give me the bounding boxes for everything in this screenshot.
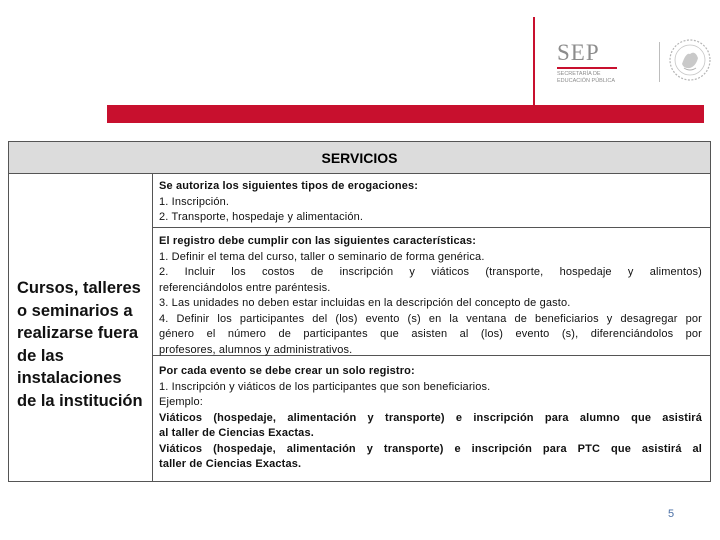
section2-item-2a: 2. Incluir los costos de inscripción y viáticos (transporte, hospedaje y alimentos) [159,266,702,278]
example-1b: al taller de Ciencias Exactas. [159,427,314,439]
section1-heading: Se autoriza los siguientes tipos de erogaciones: [159,180,419,192]
sep-logo-subtitle-1: SECRETARÍA DE [557,71,601,77]
services-table [8,141,711,482]
section2-item-3: 3. Las unidades no deben estar incluidas en la descripción del concepto de gasto. [159,297,571,309]
sep-logo [557,42,652,85]
section2-item-4b: género el número de participantes que asisten al (los) evento (s), diferenciándolos por [159,328,702,340]
example-1a: Viáticos (hospedaje, alimentación y transporte) e inscripción para alumno que asistirá [159,411,702,424]
section2-item-4a: 4. Definir los participantes del (los) evento (s) en la ventana de beneficiarios y desagregar por [159,312,702,325]
requirements-cell [153,228,710,356]
national-seal-icon [668,38,712,82]
authorized-expenses-cell [153,174,710,228]
table-title: SERVICIOS [321,150,398,166]
section3-heading: Por cada evento se debe crear un solo registro: [159,365,415,377]
section2-item-2b: referenciándolos entre paréntesis. [159,281,331,294]
category-label: Cursos, talleres o seminarios a realizarse fuera de las instalaciones de la institución [17,279,143,410]
sep-logo-subtitle-2: EDUCACIÓN PÚBLICA [557,78,616,84]
header-red-bar [107,105,704,123]
section2-item-1: 1. Definir el tema del curso, taller o seminario de forma genérica. [159,250,485,263]
category-cell [9,174,153,481]
sep-logo-rule [557,67,617,69]
page-number: 5 [668,508,675,520]
example-2b: taller de Ciencias Exactas. [159,458,302,470]
section3-item-1: 1. Inscripción y viáticos de los participantes que son beneficiarios. [159,380,491,393]
sep-logo-text: SEP [557,40,600,65]
example-label: Ejemplo: [159,396,203,408]
section2-item-4c: profesores, alumnos y administrativos. [159,343,353,356]
section2-heading: El registro debe cumplir con las siguientes características: [159,235,477,247]
section1-item-2: 2. Transporte, hospedaje y alimentación. [159,211,364,223]
logo-divider [659,42,660,82]
registration-cell [153,356,710,481]
table-header [9,142,710,174]
example-2a: Viáticos (hospedaje, alimentación y transporte) e inscripción para PTC que asistirá al [159,442,702,455]
header-vertical-rule [533,17,535,105]
section1-item-1: 1. Inscripción. [159,195,230,208]
